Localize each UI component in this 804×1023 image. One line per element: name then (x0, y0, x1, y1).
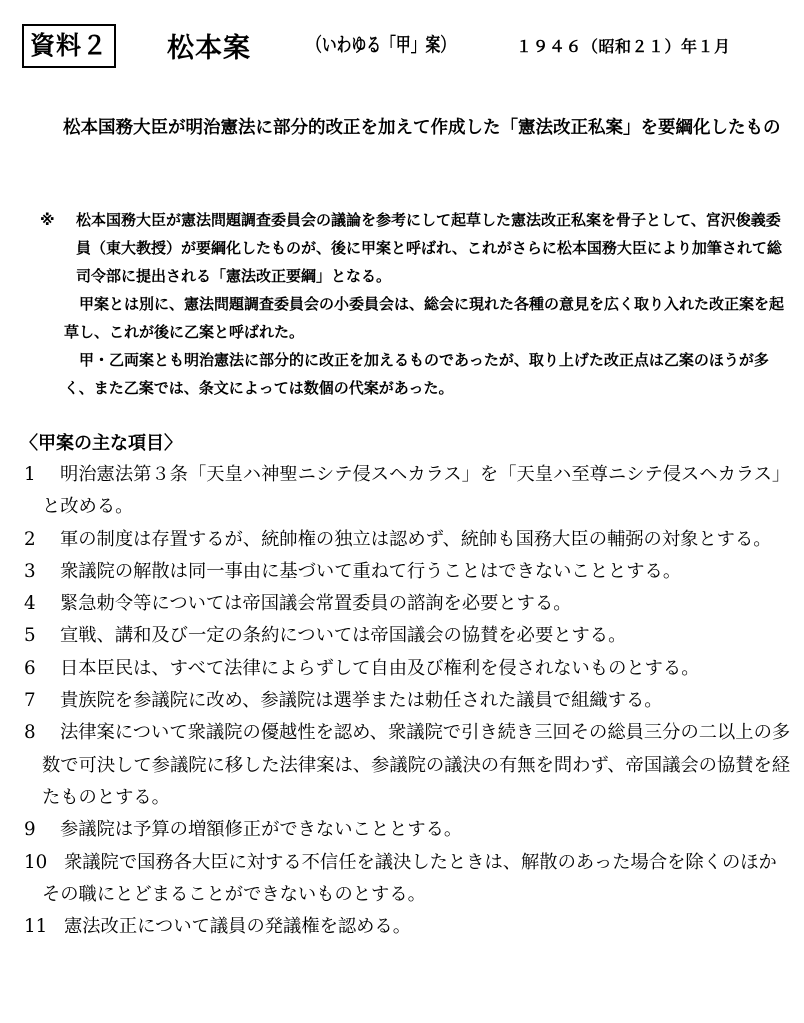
item-number: 3 (24, 560, 36, 582)
document-title: 松本案 (167, 33, 251, 64)
list-item (24, 524, 792, 556)
item-text: 貴族院を参議院に改め、参議院は選挙または勅任された議員で組織する。 (60, 690, 663, 712)
item-number: 2 (24, 528, 36, 550)
item-number: 1 (24, 464, 36, 485)
list-item (24, 685, 792, 717)
note-paragraph: 甲案とは別に、憲法問題調査委員会の小委員会は、総会に現れた各種の意見を広く取り入れた改正案を起草し、これが後に乙案と呼ばれた。 (64, 295, 785, 341)
item-text: 参議院は予算の増額修正ができないこととする。 (60, 819, 463, 841)
item-text: 緊急勅令等については帝国議会常置委員の諮詢を必要とする。 (60, 593, 572, 615)
note-first-paragraph (40, 206, 788, 290)
list-item (24, 556, 792, 588)
list-item (24, 588, 792, 620)
item-number: 7 (24, 690, 36, 712)
item-text: 宣戦、講和及び一定の条約については帝国議会の協賛を必要とする。 (60, 625, 627, 647)
explanatory-note (40, 206, 788, 402)
note-paragraph: 甲・乙両案とも明治憲法に部分的に改正を加えるものであったが、取り上げた改正点は乙案のほうが多く、また乙案では、条文によっては数個の代案があった。 (64, 351, 769, 397)
item-number: 6 (24, 657, 36, 679)
list-item (24, 847, 792, 912)
item-text: 衆議院の解散は同一事由に基づいて重ねて行うことはできないこととする。 (60, 560, 682, 582)
document-header (22, 24, 792, 72)
item-text: 法律案について衆議院の優越性を認め、衆議院で引き続き三回その総員三分の二以上の多数で可決して参議院に移した法律案は、参議院の議決の有無を問わず、帝国議会の協賛を経たものとする。 (42, 722, 791, 808)
item-number: 4 (24, 593, 36, 615)
item-text: 明治憲法第３条「天皇ハ神聖ニシテ侵スヘカラス」を「天皇ハ至尊ニシテ侵スヘカラス」と改める。 (42, 464, 791, 518)
item-list (24, 459, 792, 943)
section-heading: 〈甲案の主な項目〉 (20, 433, 182, 454)
document-subtitle: （いわゆる「甲」案） (307, 34, 456, 56)
list-item (24, 653, 792, 685)
note-mark: ※ (40, 211, 55, 229)
document-summary: 松本国務大臣が明治憲法に部分的改正を加えて作成した「憲法改正私案」を要綱化したもの (63, 118, 781, 138)
item-number: 9 (24, 819, 36, 841)
list-item (24, 620, 792, 652)
item-number: 11 (24, 916, 48, 938)
item-text: 軍の制度は存置するが、統帥権の独立は認めず、統帥も国務大臣の輔弼の対象とする。 (60, 528, 772, 550)
item-number: 10 (24, 851, 48, 873)
list-item (24, 911, 792, 943)
item-text: 日本臣民は、すべて法律によらずして自由及び権利を侵されないものとする。 (60, 657, 700, 679)
list-item (24, 717, 792, 814)
item-number: 8 (24, 722, 36, 744)
list-item (24, 814, 792, 846)
item-text: 憲法改正について議員の発議権を認める。 (64, 916, 411, 938)
document-date: １９４６（昭和２１）年１月 (516, 37, 731, 56)
document-label: 資料２ (22, 24, 116, 68)
note-paragraph: 松本国務大臣が憲法問題調査委員会の議論を参考にして起草した憲法改正私案を骨子として、宮沢俊義委員（東大教授）が要綱化したものが、後に甲案と呼ばれ、これがさらに松本国務大臣により加筆されて総司令部に提出される「憲法改正要綱」となる。 (76, 211, 782, 285)
item-number: 5 (24, 625, 36, 647)
list-item (24, 459, 792, 524)
item-text: 衆議院で国務各大臣に対する不信任を議決したときは、解散のあった場合を除くのほかその職にとどまることができないものとする。 (42, 851, 777, 905)
